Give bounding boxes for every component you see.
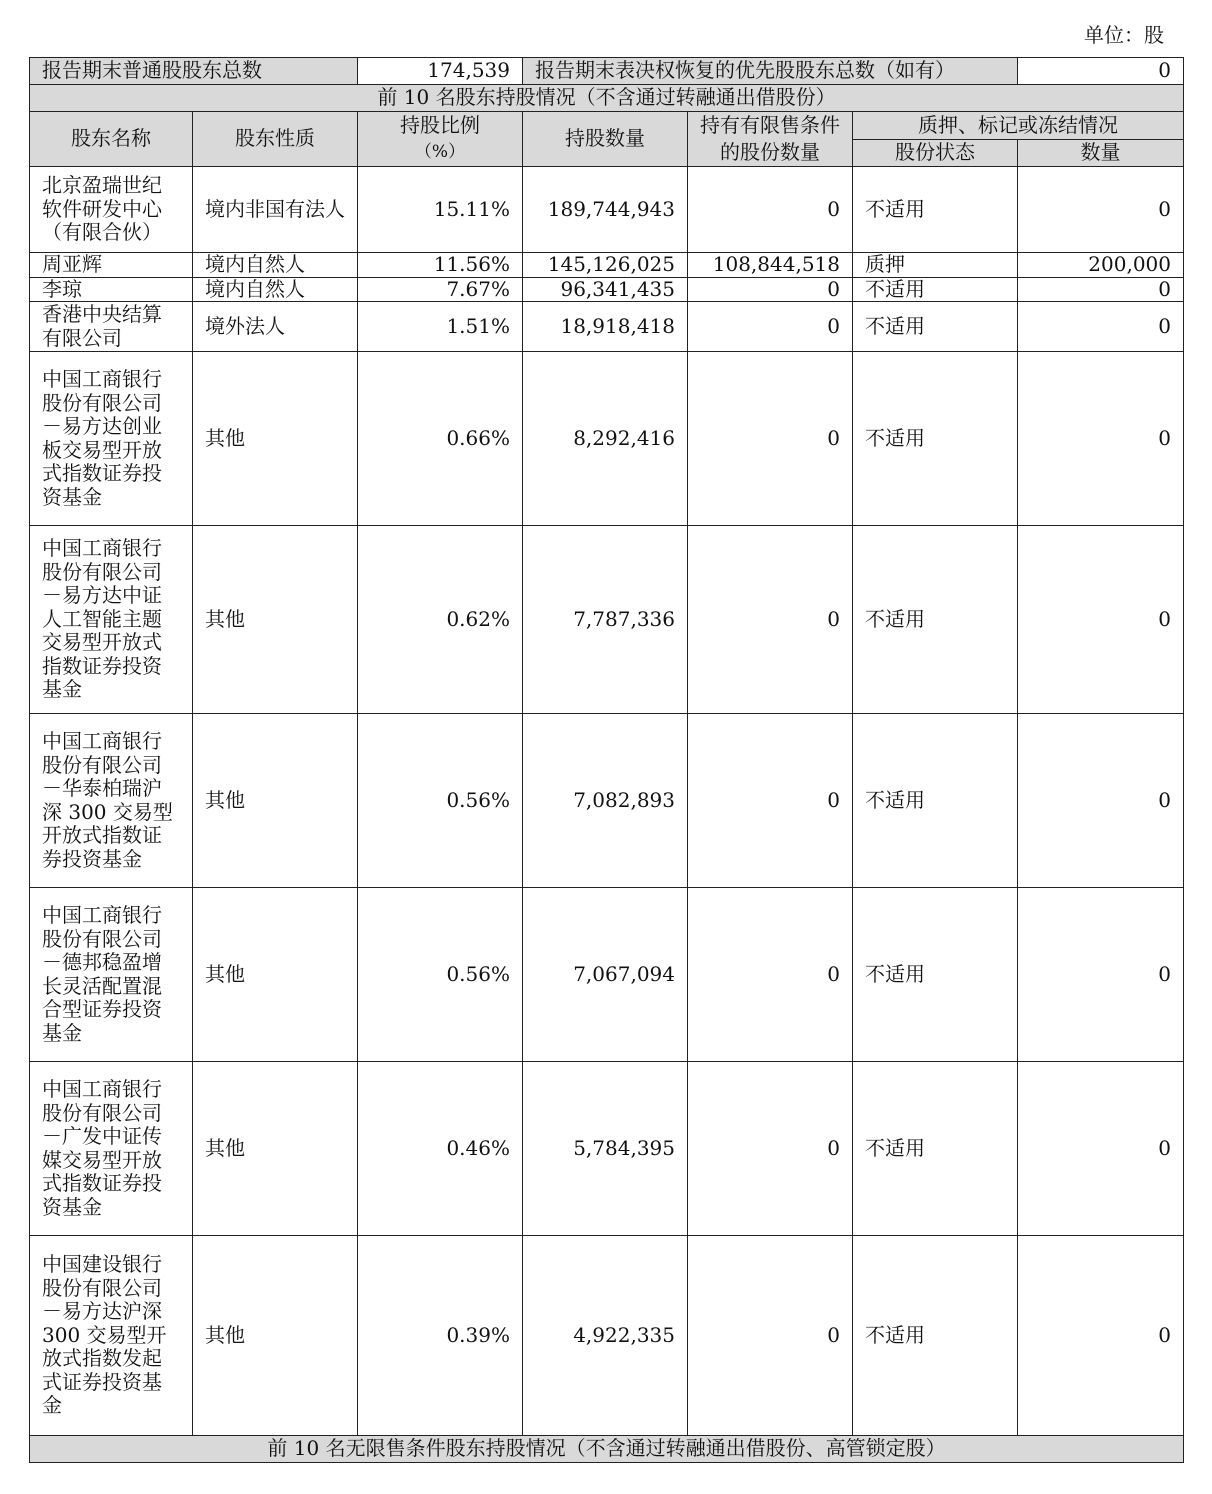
- section-row-unrestricted: [30, 1436, 1184, 1463]
- preferred-holders-label: 报告期末表决权恢复的优先股股东总数（如有）: [523, 58, 1018, 85]
- row-pledge-status: 不适用: [853, 352, 1018, 526]
- section-title-top10: 前 10 名股东持股情况（不含通过转融通出借股份）: [30, 85, 1184, 112]
- header-pledge-status: 股份状态: [853, 139, 1018, 167]
- row-pledge-qty: 0: [1018, 352, 1184, 526]
- row-quantity: 5,784,395: [523, 1062, 688, 1236]
- table-row: [30, 526, 1184, 714]
- row-name: 中国工商银行股份有限公司－易方达中证人工智能主题交易型开放式指数证券投资基金: [30, 526, 193, 714]
- row-quantity: 189,744,943: [523, 167, 688, 253]
- row-name: 中国工商银行股份有限公司－易方达创业板交易型开放式指数证券投资基金: [30, 352, 193, 526]
- header-quantity: 持股数量: [523, 112, 688, 167]
- header-row-1: [30, 112, 1184, 140]
- row-quantity: 7,067,094: [523, 888, 688, 1062]
- section-title-unrestricted: 前 10 名无限售条件股东持股情况（不含通过转融通出借股份、高管锁定股）: [30, 1436, 1184, 1463]
- row-quantity: 8,292,416: [523, 352, 688, 526]
- row-name: 周亚辉: [30, 253, 193, 278]
- row-pledge-status: 不适用: [853, 302, 1018, 352]
- row-restricted: 0: [688, 714, 853, 888]
- row-pledge-qty: 200,000: [1018, 253, 1184, 278]
- row-pledge-qty: 0: [1018, 167, 1184, 253]
- row-ratio: 0.46%: [358, 1062, 523, 1236]
- row-nature: 境内自然人: [193, 277, 358, 302]
- row-pledge-status: 质押: [853, 253, 1018, 278]
- row-restricted: 0: [688, 302, 853, 352]
- row-pledge-status: 不适用: [853, 1062, 1018, 1236]
- row-name: 香港中央结算有限公司: [30, 302, 193, 352]
- row-quantity: 7,082,893: [523, 714, 688, 888]
- row-name: 李琼: [30, 277, 193, 302]
- row-nature: 其他: [193, 888, 358, 1062]
- shareholder-table: [29, 57, 1184, 1463]
- row-quantity: 96,341,435: [523, 277, 688, 302]
- row-pledge-status: 不适用: [853, 1236, 1018, 1436]
- row-restricted: 0: [688, 888, 853, 1062]
- row-quantity: 4,922,335: [523, 1236, 688, 1436]
- table-row: [30, 352, 1184, 526]
- row-nature: 其他: [193, 526, 358, 714]
- table-row: [30, 277, 1184, 302]
- row-nature: 其他: [193, 352, 358, 526]
- row-pledge-qty: 0: [1018, 714, 1184, 888]
- row-nature: 境外法人: [193, 302, 358, 352]
- row-ratio: 1.51%: [358, 302, 523, 352]
- row-restricted: 0: [688, 1062, 853, 1236]
- row-restricted: 108,844,518: [688, 253, 853, 278]
- unit-label: 单位：股: [1084, 23, 1164, 47]
- row-pledge-qty: 0: [1018, 277, 1184, 302]
- row-restricted: 0: [688, 1236, 853, 1436]
- section-row-top10: [30, 85, 1184, 112]
- row-pledge-qty: 0: [1018, 1236, 1184, 1436]
- header-ratio-line1: 持股比例: [400, 113, 480, 137]
- row-nature: 其他: [193, 1062, 358, 1236]
- header-ratio-line2: （%）: [414, 142, 466, 162]
- row-ratio: 7.67%: [358, 277, 523, 302]
- total-holders-value: 174,539: [358, 58, 523, 85]
- header-pledge-qty: 数量: [1018, 139, 1184, 167]
- row-pledge-status: 不适用: [853, 714, 1018, 888]
- row-nature: 境内非国有法人: [193, 167, 358, 253]
- row-restricted: 0: [688, 526, 853, 714]
- row-quantity: 7,787,336: [523, 526, 688, 714]
- row-quantity: 18,918,418: [523, 302, 688, 352]
- row-ratio: 0.62%: [358, 526, 523, 714]
- row-ratio: 0.56%: [358, 888, 523, 1062]
- row-pledge-qty: 0: [1018, 1062, 1184, 1236]
- row-ratio: 15.11%: [358, 167, 523, 253]
- row-name: 中国工商银行股份有限公司－德邦稳盈增长灵活配置混合型证券投资基金: [30, 888, 193, 1062]
- header-name: 股东名称: [30, 112, 193, 167]
- row-ratio: 0.56%: [358, 714, 523, 888]
- header-pledge-group: 质押、标记或冻结情况: [853, 112, 1184, 140]
- row-pledge-status: 不适用: [853, 167, 1018, 253]
- row-restricted: 0: [688, 167, 853, 253]
- summary-row: [30, 58, 1184, 85]
- row-pledge-status: 不适用: [853, 277, 1018, 302]
- table-row: [30, 1236, 1184, 1436]
- row-pledge-qty: 0: [1018, 888, 1184, 1062]
- header-nature: 股东性质: [193, 112, 358, 167]
- row-name: 中国工商银行股份有限公司－华泰柏瑞沪深 300 交易型开放式指数证券投资基金: [30, 714, 193, 888]
- row-name: 中国工商银行股份有限公司－广发中证传媒交易型开放式指数证券投资基金: [30, 1062, 193, 1236]
- header-ratio: [358, 112, 523, 167]
- table-row: [30, 302, 1184, 352]
- row-nature: 境内自然人: [193, 253, 358, 278]
- row-pledge-qty: 0: [1018, 302, 1184, 352]
- row-name: 中国建设银行股份有限公司－易方达沪深 300 交易型开放式指数发起式证券投资基金: [30, 1236, 193, 1436]
- row-pledge-qty: 0: [1018, 526, 1184, 714]
- table-row: [30, 714, 1184, 888]
- row-restricted: 0: [688, 352, 853, 526]
- row-pledge-status: 不适用: [853, 526, 1018, 714]
- row-restricted: 0: [688, 277, 853, 302]
- row-ratio: 0.66%: [358, 352, 523, 526]
- table-row: [30, 1062, 1184, 1236]
- row-ratio: 11.56%: [358, 253, 523, 278]
- row-pledge-status: 不适用: [853, 888, 1018, 1062]
- table-row: [30, 167, 1184, 253]
- table-row: [30, 888, 1184, 1062]
- table-row: [30, 253, 1184, 278]
- row-nature: 其他: [193, 714, 358, 888]
- row-nature: 其他: [193, 1236, 358, 1436]
- total-holders-label: 报告期末普通股股东总数: [30, 58, 358, 85]
- header-restricted: 持有有限售条件的股份数量: [688, 112, 853, 167]
- row-name: 北京盈瑞世纪软件研发中心（有限合伙）: [30, 167, 193, 253]
- row-ratio: 0.39%: [358, 1236, 523, 1436]
- preferred-holders-value: 0: [1018, 58, 1184, 85]
- row-quantity: 145,126,025: [523, 253, 688, 278]
